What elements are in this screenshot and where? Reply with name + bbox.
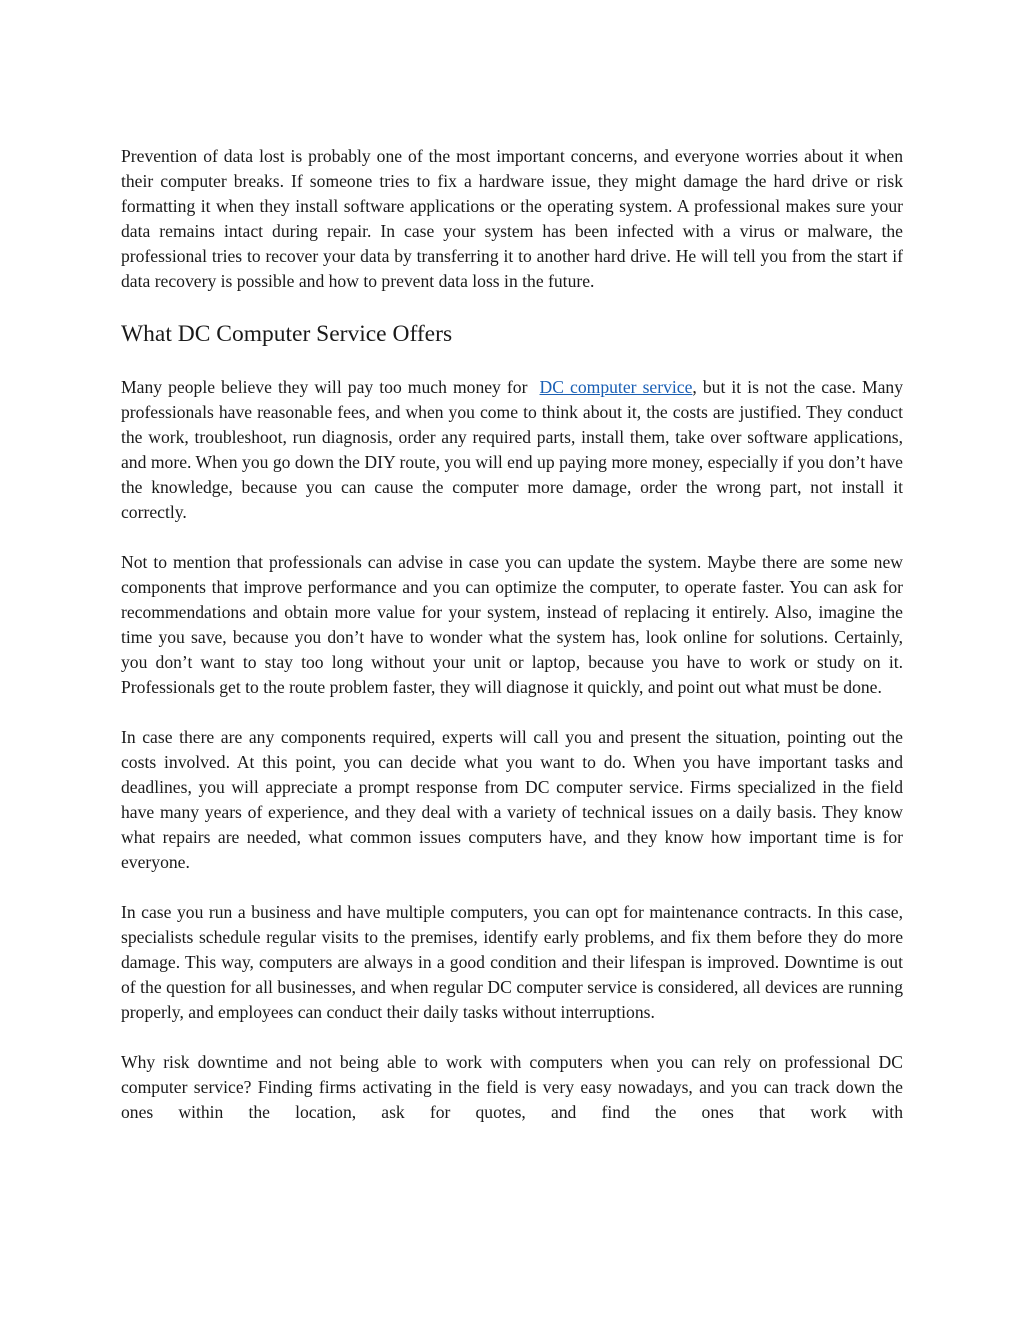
paragraph-costs <box>121 375 903 525</box>
section-heading: What DC Computer Service Offers <box>121 321 453 347</box>
paragraph-components: In case there are any components required, experts will call you and present the situation, pointing out the costs involved. At this point, you can decide what you want to do. When you have important tasks and deadlines, you will appreciate a prompt response from DC computer service. Firms specialized in the field have many years of experience, and they deal with a variety of technical issues on a daily basis. They know what repairs are needed, what common issues computers have, and they know how important time is for everyone. <box>121 727 903 872</box>
paragraph-maintenance: In case you run a business and have multiple computers, you can opt for maintenance contracts. In this case, specialists schedule regular visits to the premises, identify early problems, and fix them before they do more damage. This way, computers are always in a good condition and their lifespan is improved. Downtime is out of the question for all businesses, and when regular DC computer service is considered, all devices are running properly, and employees can conduct their daily tasks without interruptions. <box>121 902 903 1022</box>
paragraph-data-loss: Prevention of data lost is probably one of the most important concerns, and everyone worries about it when their computer breaks. If someone tries to fix a hardware issue, they might damage the hard drive or risk formatting it when they install software applications or the operating system. A professional makes sure your data remains intact during repair. In case your system has been infected with a virus or malware, the professional tries to recover your data by transferring it to another hard drive. He will tell you from the start if data recovery is possible and how to prevent data loss in the future. <box>121 146 903 291</box>
paragraph-costs-intro: Many people believe they will pay too much money for <box>121 377 534 397</box>
paragraph-downtime: Why risk downtime and not being able to work with computers when you can rely on professional DC computer service? Finding firms activating in the field is very easy nowadays, and you can track down the ones within the location, ask for quotes, and find the ones that work with <box>121 1052 903 1122</box>
dc-computer-service-link[interactable]: DC computer service <box>539 377 693 397</box>
document-body <box>121 144 903 1150</box>
paragraph-costs-rest: , but it is not the case. Many professionals have reasonable fees, and when you come to think about it, the costs are justified. They conduct the work, troubleshoot, run diagnosis, order any required parts, install them, take over software applications, and more. When you go down the DIY route, you will end up paying more money, especially if you don’t have the knowledge, because you can cause the computer more damage, order the wrong part, not install it correctly. <box>121 377 904 522</box>
paragraph-advice: Not to mention that professionals can advise in case you can update the system. Maybe there are some new components that improve performance and you can optimize the computer, to operate faster. You can ask for recommendations and obtain more value for your system, instead of replacing it entirely. Also, imagine the time you save, because you don’t have to wonder what the system has, look online for solutions. Certainly, you don’t want to stay too long without your unit or laptop, because you have to work or study on it. Professionals get to the route problem faster, they will diagnose it quickly, and point out what must be done. <box>121 552 903 697</box>
